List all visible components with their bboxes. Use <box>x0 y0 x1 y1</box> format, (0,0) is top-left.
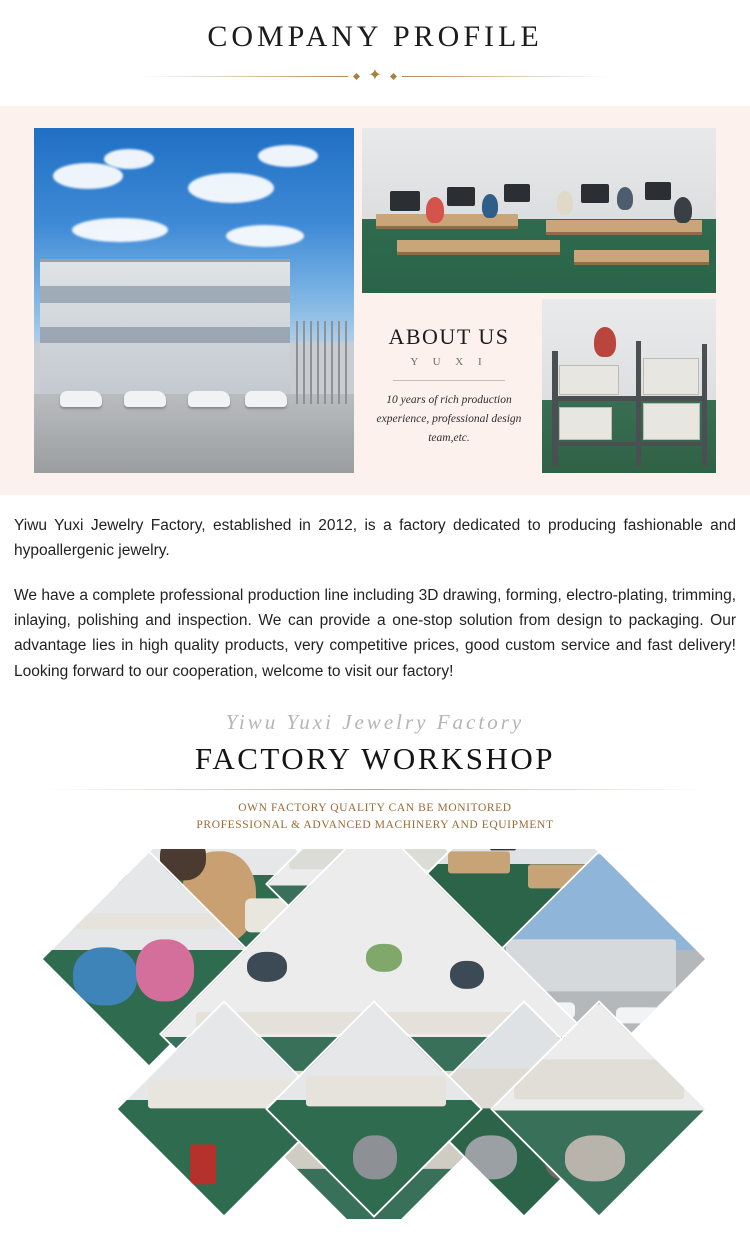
seated-person <box>557 191 573 215</box>
shelf-beam <box>552 442 707 446</box>
building-facade <box>40 259 290 397</box>
monitor <box>645 182 671 200</box>
monitor <box>581 184 609 203</box>
photo-shape <box>366 944 402 972</box>
about-us-rule <box>393 380 505 381</box>
photo-shape <box>616 1007 660 1023</box>
divider-diamond-right-icon <box>390 72 397 79</box>
monitor <box>504 184 530 202</box>
photo-shape <box>565 1136 625 1182</box>
office-desk <box>574 250 709 265</box>
gate-fence <box>296 321 347 404</box>
storage-box <box>643 403 700 440</box>
cloud-shape <box>72 218 168 242</box>
workshop-title: FACTORY WORKSHOP <box>194 740 556 776</box>
divider-line-left <box>140 76 348 77</box>
photo-shape <box>60 914 220 930</box>
divider-diamond-left-icon <box>353 72 360 79</box>
office-desk <box>376 214 518 229</box>
monitor <box>390 191 420 211</box>
parked-car <box>245 391 287 407</box>
factory-building-photo <box>34 128 354 473</box>
photo-shape <box>514 1060 684 1100</box>
photo-shape <box>448 852 510 874</box>
storage-box <box>559 365 618 395</box>
parked-car <box>188 391 230 407</box>
photo-shape <box>490 849 516 850</box>
office-photo <box>362 128 716 293</box>
workshop-subtitle-line1: OWN FACTORY QUALITY CAN BE MONITORED <box>238 801 512 814</box>
seated-person <box>674 197 692 223</box>
about-us-text: 10 years of rich production experience, professional design team,etc. <box>376 394 522 444</box>
worker <box>594 327 616 357</box>
seated-person <box>426 197 444 223</box>
page-title: COMPANY PROFILE <box>207 20 543 53</box>
seated-person <box>617 187 633 210</box>
parked-car <box>124 391 166 407</box>
shelf-post <box>702 344 707 466</box>
photo-shape <box>247 952 287 982</box>
divider-star-icon: ✦ <box>368 67 382 84</box>
collage-section <box>0 106 750 495</box>
photo-shape <box>136 939 194 1001</box>
parked-car <box>60 391 102 407</box>
about-us-subtitle: Y U X I <box>410 356 488 369</box>
cloud-shape <box>226 225 304 247</box>
monitor <box>447 187 475 206</box>
photo-shape <box>73 948 137 1006</box>
photo-shape <box>450 961 484 989</box>
shelf-beam <box>552 396 707 400</box>
storage-box <box>559 407 611 440</box>
workshop-subtitle-line2: PROFESSIONAL & ADVANCED MACHINERY AND EQUIPMENT <box>196 819 554 832</box>
about-us-title: ABOUT US <box>388 324 510 350</box>
cloud-shape <box>188 173 274 203</box>
workshop-rule <box>44 789 706 790</box>
workshop-photo-mosaic <box>0 849 750 1219</box>
warehouse-photo <box>542 299 716 473</box>
collage-grid <box>34 128 716 473</box>
about-body-copy <box>0 495 750 684</box>
workshop-heading-block <box>0 710 750 836</box>
photo-shape <box>306 1077 446 1107</box>
paragraph-intro: Yiwu Yuxi Jewelry Factory, established in 2012, is a factory dedicated to producing fashionable and hypoallergenic jewelry. <box>14 517 736 560</box>
about-us-card <box>362 299 536 473</box>
shelf-post <box>636 341 641 466</box>
diamond-star-divider <box>140 68 610 84</box>
seated-person <box>482 194 498 218</box>
photo-shape <box>465 1136 517 1180</box>
photo-shape <box>353 1136 397 1180</box>
paragraph-capabilities: We have a complete professional production line including 3D drawing, forming, electro-plating, trimming, inlaying, polishing and inspection. We can provide a one-stop solution from design to packaging. Our advantage lies in high quality products, very competitive prices, good custom service and fast delivery! Looking forward to our cooperation, welcome to visit our factory! <box>14 587 736 680</box>
office-desk <box>397 240 560 255</box>
cloud-shape <box>104 149 154 169</box>
divider-line-right <box>402 76 610 77</box>
shelf-post <box>552 351 557 466</box>
workshop-script-title: Yiwu Yuxi Jewelry Factory <box>225 709 525 734</box>
storage-box <box>643 358 699 395</box>
photo-shape <box>190 1145 216 1185</box>
